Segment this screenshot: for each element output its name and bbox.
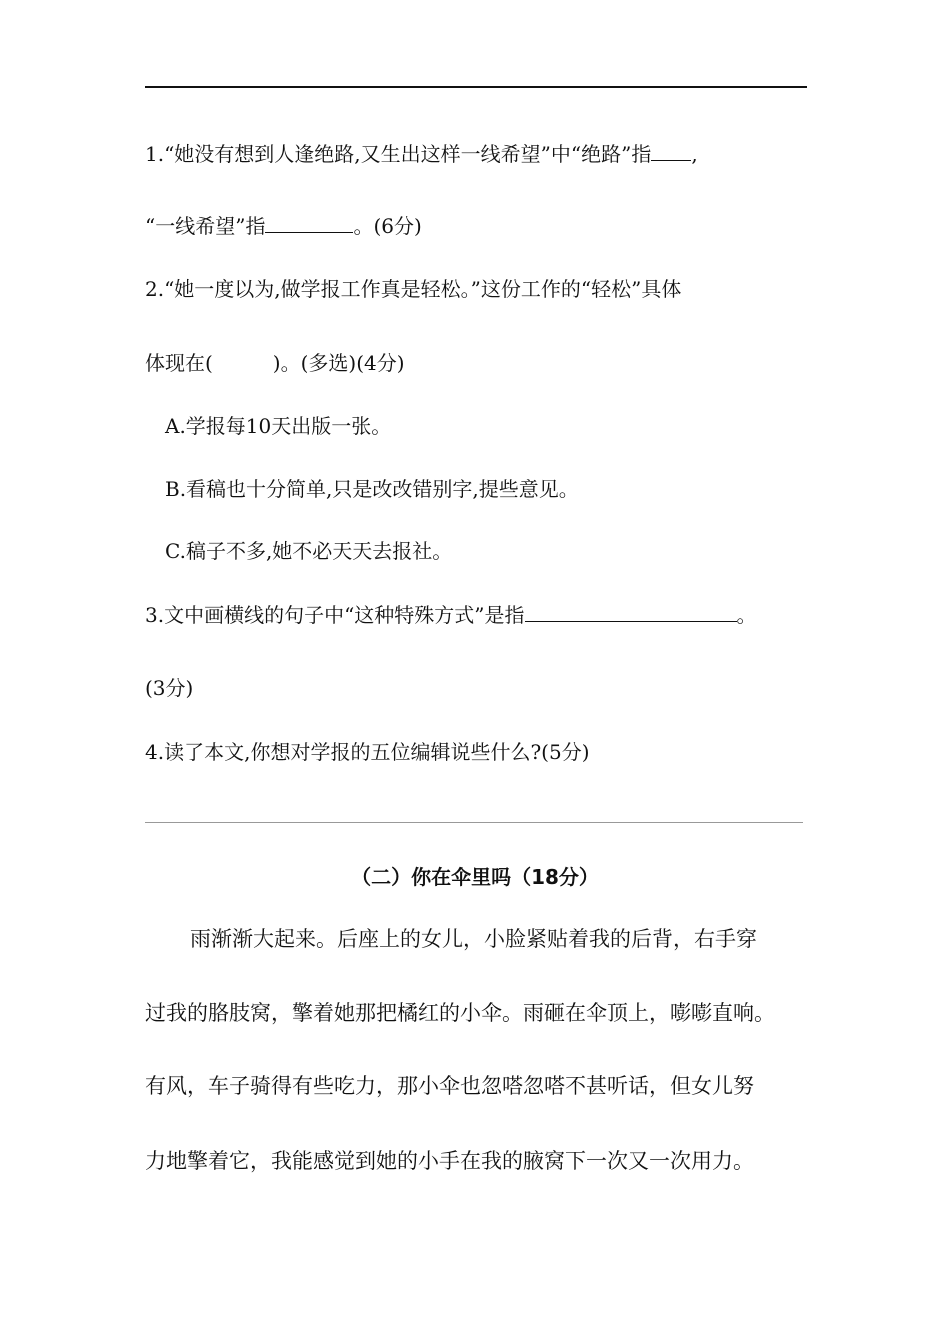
question-3-period: 。 [736, 603, 757, 627]
question-2-option-b[interactable]: B.看稿也十分简单,只是改改错别字,提些意见。 [165, 477, 579, 501]
question-1-comma: , [691, 142, 698, 166]
passage-line-3: 有风，车子骑得有些吃力，那小伞也忽嗒忽嗒不甚听话，但女儿努 [145, 1074, 754, 1098]
passage-line-2: 过我的胳肢窝，擎着她那把橘红的小伞。雨砸在伞顶上，嘭嘭直响。 [145, 1001, 775, 1025]
question-3-line-1 [145, 601, 757, 628]
question-3-text: 3.文中画横线的句子中“这种特殊方式”是指 [145, 603, 525, 627]
question-3-score: (3分) [145, 676, 194, 700]
question-1-line-1 [145, 140, 698, 167]
question-1-blank-1[interactable] [651, 140, 691, 161]
passage-line-1: 雨渐渐大起来。后座上的女儿，小脸紧贴着我的后背，右手穿 [190, 927, 757, 951]
question-1-line-2 [145, 212, 422, 239]
section-2-title: （二）你在伞里吗（18分） [351, 865, 599, 889]
question-3-blank[interactable] [525, 601, 737, 622]
question-1-blank-2[interactable] [265, 212, 353, 233]
question-2-line-1: 2.“她一度以为,做学报工作真是轻松。”这份工作的“轻松”具体 [145, 277, 682, 301]
question-2-option-a[interactable]: A.学报每10天出版一张。 [165, 414, 392, 438]
question-1-text: 1.“她没有想到人逢绝路,又生出这样一线希望”中“绝路”指 [145, 142, 652, 166]
question-1-score: 。(6分) [353, 214, 422, 238]
passage-line-4: 力地擎着它，我能感觉到她的小手在我的腋窝下一次又一次用力。 [145, 1149, 754, 1173]
question-2-line-2: 体现在( )。(多选)(4分) [145, 351, 405, 375]
question-2-option-c[interactable]: C.稿子不多,她不必天天去报社。 [165, 539, 453, 563]
question-4-line-1: 4.读了本文,你想对学报的五位编辑说些什么?(5分) [145, 740, 590, 764]
top-answer-line [145, 86, 807, 88]
question-1-text-2: “一线希望”指 [145, 214, 266, 238]
question-4-answer-line[interactable] [145, 822, 803, 823]
